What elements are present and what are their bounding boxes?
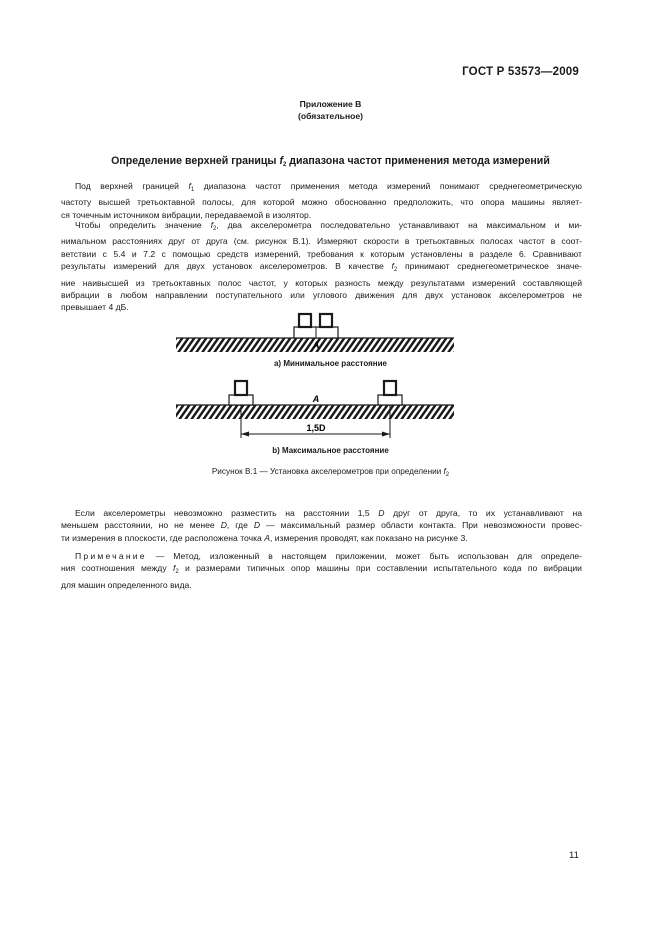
document-header: ГОСТ Р 53573—2009: [462, 66, 579, 78]
annex-title: Приложение В: [299, 99, 362, 109]
diagram-max-distance: [176, 381, 454, 438]
distance-label: 1,5D: [306, 423, 326, 433]
figure-caption: Рисунок В.1 — Установка акселерометров при определении $f_2$: [211, 467, 450, 478]
paragraph-measurement-procedure: Чтобы определить значение $f_2$, два акселерометра последовательно устанавливают на максимальном и ми- нимальном расстояниях друг от друга (см. рисунок В.1). Измеряют скорости в третьоктавных полосах частот в соот- ветствии с 5.4 и 7.2 с помощью средств измерений, требования к которым установлены в разделе 6. Сравнивают результаты измерений для двух установок акселерометров. В качестве $f_2$ принимают среднегеометрическое значе- ние наивысшей из третьоктавных полос частот, у которых разность между результатами измерений составляющей вибрации в любом направлении поступательного или углового движения для двух установок акселерометров не превышает 4 дБ.: [61, 220, 582, 313]
diagram-min-distance: [176, 314, 454, 352]
accelerometer-right: [384, 381, 396, 395]
page-number: 11: [569, 850, 579, 861]
accelerometer-2-a: [320, 314, 332, 327]
accelerometer-left: [235, 381, 247, 395]
note-label: Примечание: [75, 551, 147, 561]
paragraph-upper-bound-definition: Под верхней границей $f_1$ диапазона частот применения метода измерений понимают среднегеометрическую частоту высшей третьоктавной полосы, для которой можно обоснованно предположить, что опора машины являет- ся точечным источником вибрации, передаваемой в изолятор.: [61, 181, 582, 220]
figure-caption-a: а) Минимальное расстояние: [273, 359, 387, 368]
figure-accelerometer-setup: [0, 305, 661, 465]
ground-hatching-b: [176, 405, 454, 419]
point-a-label-b: A: [312, 394, 320, 404]
paragraph-alternative-placement: Если акселерометры невозможно разместить на расстоянии 1,5 D друг от друга, то их устанавливают на меньшем расстоянии, но не менее D, где D — максимальный размер области контакта. При невозможности провес- ти измерения в плоскости, где расположена точка A, измерения проводят, как показано на рисунке 3.: [61, 508, 582, 543]
annex-heading: [0, 98, 661, 122]
mounting-base-left: [229, 395, 253, 405]
annex-status: (обязательное): [297, 111, 364, 121]
accelerometer-1-a: [299, 314, 311, 327]
figure-caption-b: b) Максимальное расстояние: [272, 446, 389, 455]
mounting-base-right: [378, 395, 402, 405]
section-title: Определение верхней границы $f_2$ диапазона частот применения метода измерений: [111, 155, 550, 168]
point-a-label-a: A: [312, 340, 320, 350]
note-block: Примечание — Метод, изложенный в настоящем приложении, может быть использован для определе- ния соотношения между $f_2$ и размерами типичных опор машины при составлении испытательного кода по вибрации для машин определенного вида.: [61, 551, 582, 590]
